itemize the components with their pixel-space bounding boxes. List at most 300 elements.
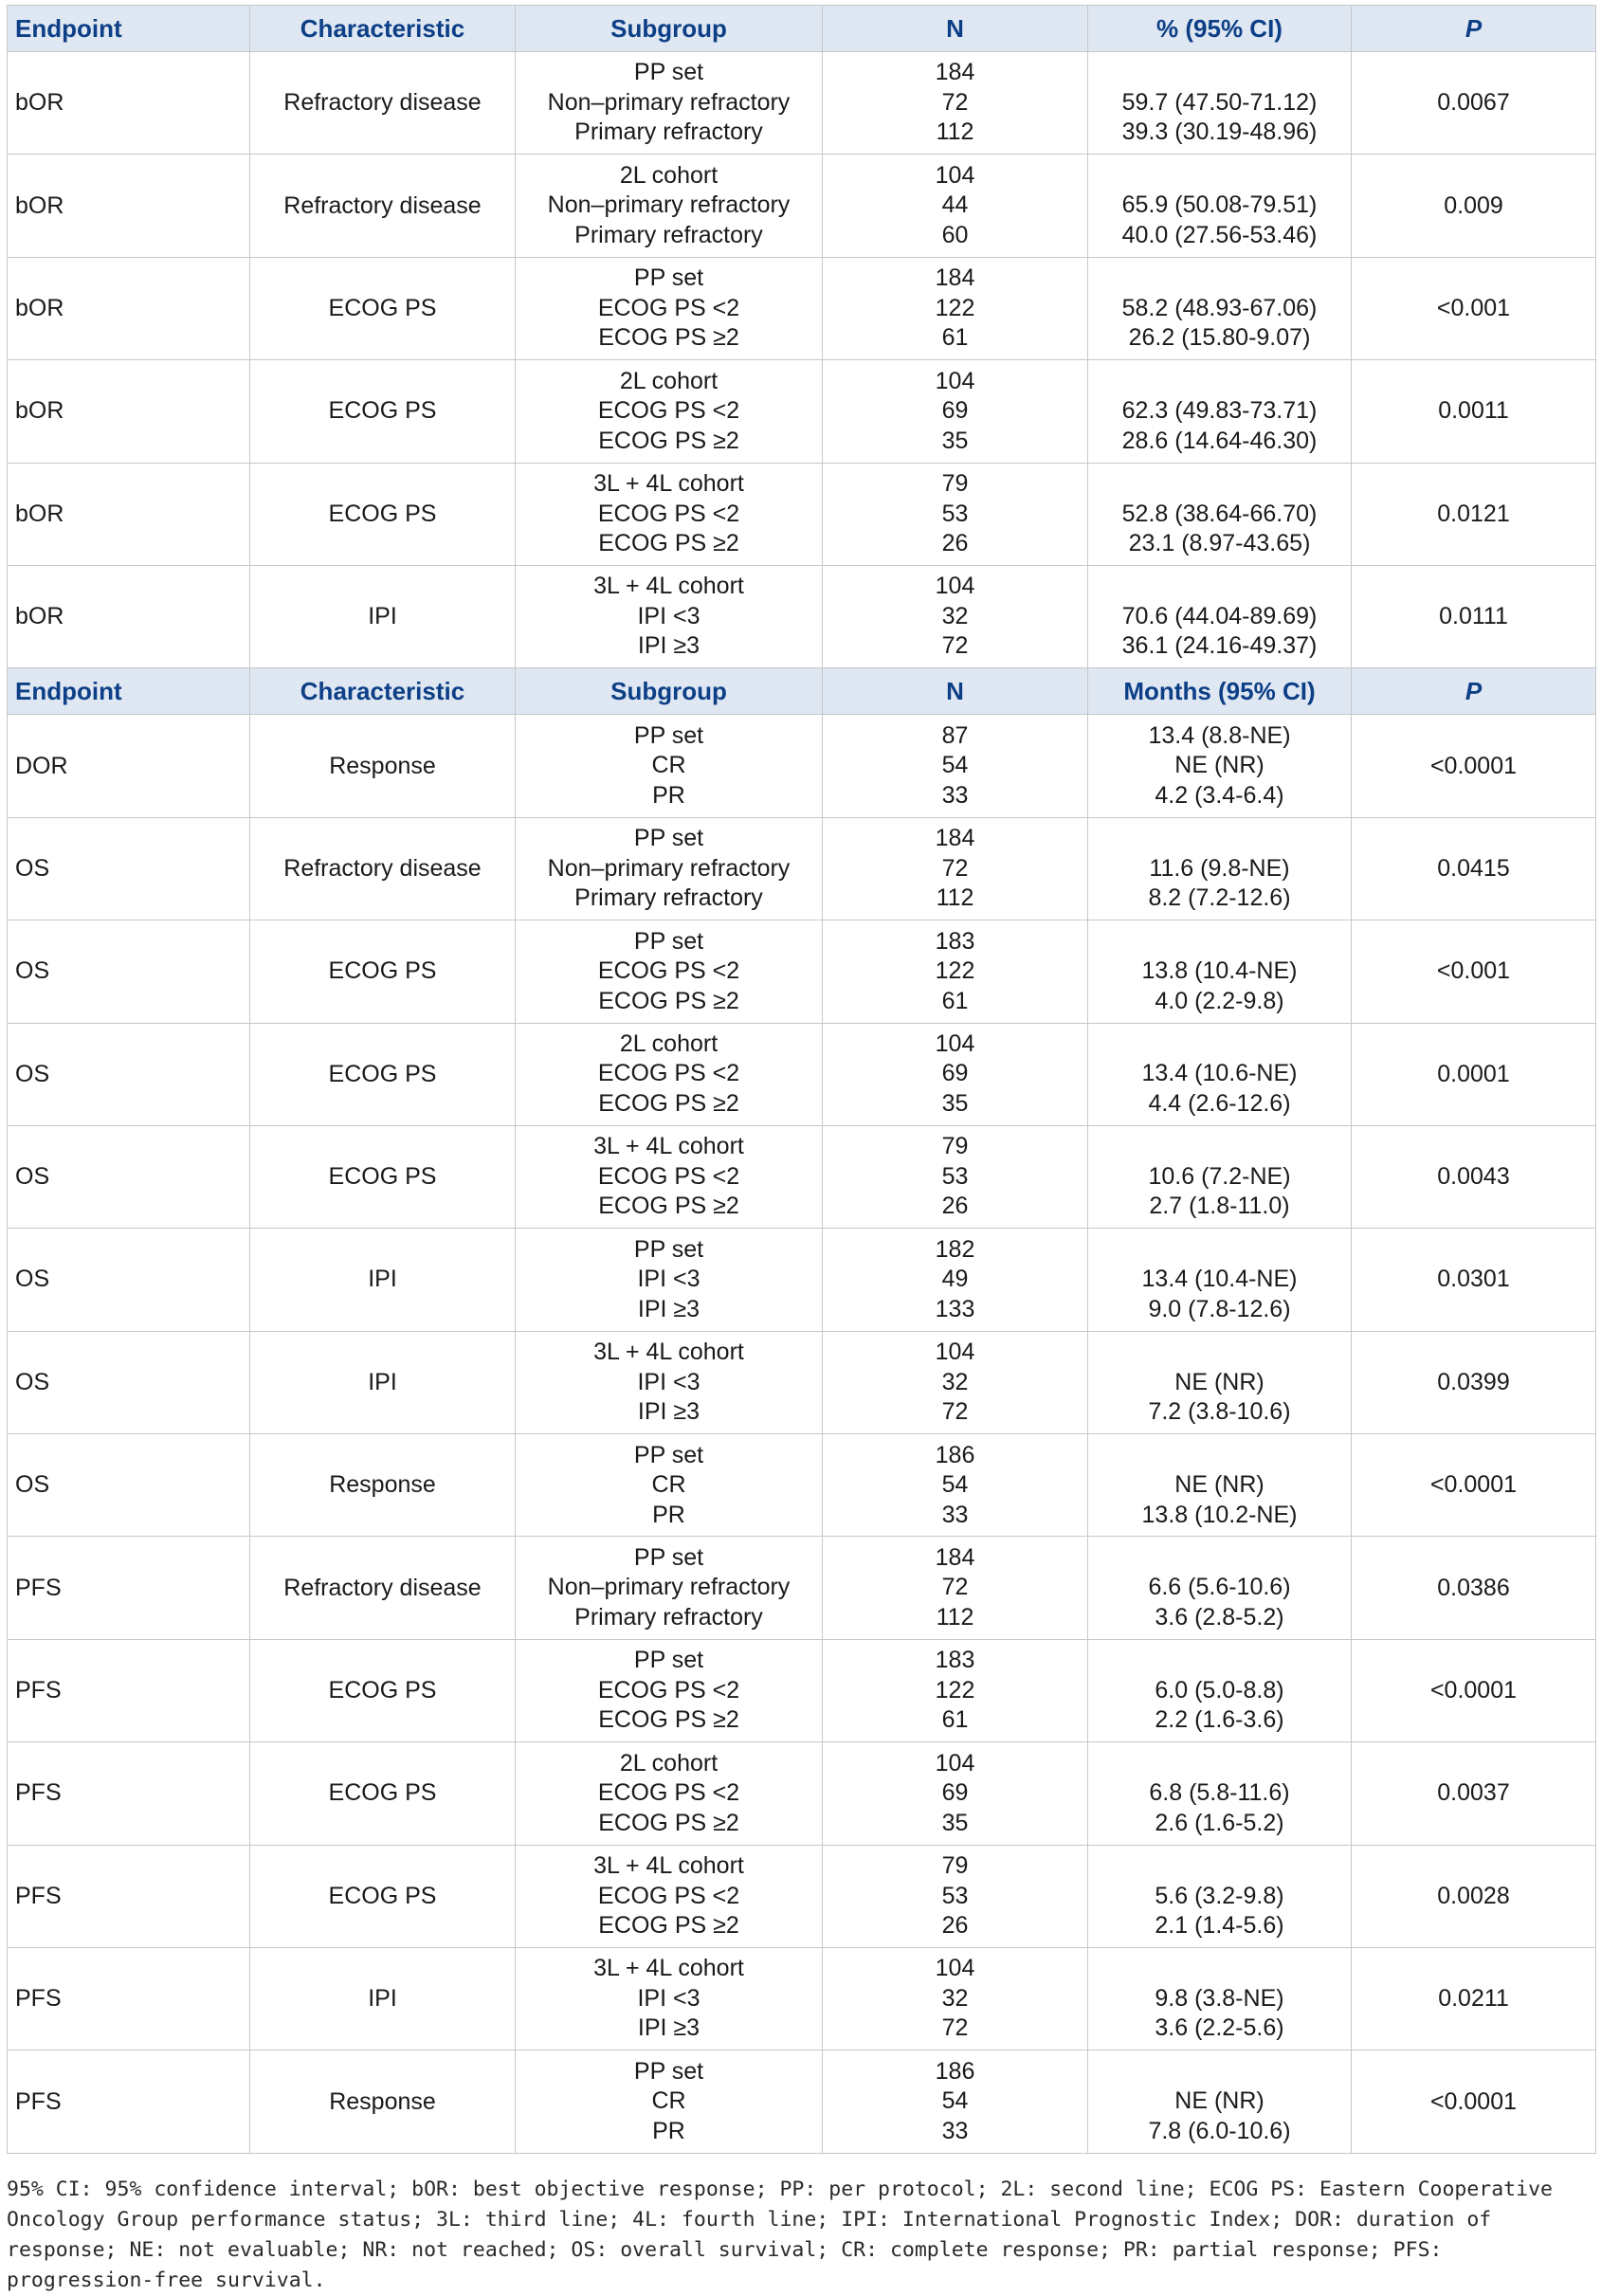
subgroup-line: ECOG PS ≥2 xyxy=(598,1193,739,1220)
endpoint-cell: bOR xyxy=(8,257,250,359)
endpoint-cell: OS xyxy=(8,1023,250,1125)
header-n-2: N xyxy=(823,668,1088,715)
subgroup-cell xyxy=(516,463,823,565)
header-p: P xyxy=(1352,6,1596,52)
p-value-cell: 0.0067 xyxy=(1352,52,1596,155)
estimate-cell xyxy=(1088,817,1352,920)
subgroup-line: Non–primary refractory xyxy=(547,191,791,219)
estimate-value: NE (NR) xyxy=(1174,1471,1264,1499)
subgroup-line: ECOG PS ≥2 xyxy=(598,1089,739,1117)
subgroup-line: PR xyxy=(652,1501,685,1528)
characteristic-cell: Refractory disease xyxy=(250,155,516,257)
n-value: 72 xyxy=(941,1398,969,1426)
n-value: 69 xyxy=(941,397,969,425)
estimate-value: 70.6 (44.04-89.69) xyxy=(1121,602,1318,629)
table-row xyxy=(8,360,1596,463)
p-value-cell: 0.0399 xyxy=(1352,1331,1596,1433)
estimate-value: 7.2 (3.8-10.6) xyxy=(1148,1398,1291,1426)
n-value: 35 xyxy=(941,427,969,454)
subgroup-line: ECOG PS ≥2 xyxy=(598,427,739,454)
table-row xyxy=(8,257,1596,359)
characteristic-cell: ECOG PS xyxy=(250,1639,516,1741)
subgroup-cell xyxy=(516,817,823,920)
endpoint-cell: OS xyxy=(8,1331,250,1433)
estimate-value: 3.6 (2.2-5.6) xyxy=(1155,2014,1284,2042)
characteristic-cell: Response xyxy=(250,2050,516,2153)
estimate-value: 2.7 (1.8-11.0) xyxy=(1149,1193,1290,1220)
p-value-cell: 0.0301 xyxy=(1352,1229,1596,1331)
table-row xyxy=(8,2050,1596,2153)
subgroup-line: ECOG PS ≥2 xyxy=(598,530,739,556)
table-row xyxy=(8,1537,1596,1639)
subgroup-line: PP set xyxy=(633,825,704,852)
header-characteristic: Characteristic xyxy=(250,6,516,52)
n-value: 184 xyxy=(935,1543,975,1571)
subgroup-line: IPI ≥3 xyxy=(637,2014,700,2042)
estimate-value: 2.2 (1.6-3.6) xyxy=(1155,1706,1284,1734)
n-value: 72 xyxy=(941,632,969,660)
subgroup-line: ECOG PS <2 xyxy=(597,957,740,985)
table-row xyxy=(8,715,1596,817)
subgroup-cell xyxy=(516,155,823,257)
n-value: 26 xyxy=(941,1912,969,1940)
subgroup-line: ECOG PS <2 xyxy=(597,1779,740,1807)
subgroup-line: 2L cohort xyxy=(619,1030,719,1057)
subgroup-line: PP set xyxy=(633,59,704,86)
estimate-value: 23.1 (8.97-43.65) xyxy=(1128,530,1311,556)
p-value-cell: 0.0028 xyxy=(1352,1845,1596,1947)
n-value: 33 xyxy=(941,781,969,809)
subgroup-line: ECOG PS ≥2 xyxy=(598,1809,739,1836)
subgroup-line: Non–primary refractory xyxy=(547,88,791,116)
characteristic-cell: IPI xyxy=(250,1331,516,1433)
estimate-value: 6.6 (5.6-10.6) xyxy=(1148,1574,1291,1601)
results-table-container xyxy=(7,5,1595,2154)
n-value: 32 xyxy=(941,1368,969,1395)
n-value: 72 xyxy=(941,2014,969,2042)
estimate-value: 13.4 (8.8-NE) xyxy=(1148,721,1291,749)
header-subgroup: Subgroup xyxy=(516,6,823,52)
endpoint-cell: OS xyxy=(8,1125,250,1228)
subgroup-line: PP set xyxy=(633,927,704,955)
subgroup-line: PP set xyxy=(633,1647,704,1674)
n-value: 33 xyxy=(941,1501,969,1528)
n-value: 104 xyxy=(935,1955,975,1982)
estimate-cell xyxy=(1088,1845,1352,1947)
subgroup-line: Primary refractory xyxy=(574,118,763,146)
n-cell xyxy=(823,1948,1088,2050)
estimate-value: 13.4 (10.4-NE) xyxy=(1141,1266,1298,1293)
endpoint-cell: PFS xyxy=(8,1742,250,1845)
n-value: 54 xyxy=(941,2087,969,2115)
subgroup-line: IPI <3 xyxy=(637,1984,700,2012)
estimate-cell xyxy=(1088,565,1352,667)
table-footnote: 95% CI: 95% confidence interval; bOR: best objective response; PP: per protocol; 2L: second line; ECOG PS: Eastern Cooperative Oncology Group performance status; 3L: third line; 4L: fourth line; IPI: International Prognostic Index; DOR: duration of response; NE: not evaluable; NR: not reached; OS: overall survival; CR: complete response; PR: partial response; PFS: progression-free survival. xyxy=(7,2178,1553,2292)
estimate-value: 6.0 (5.0-8.8) xyxy=(1155,1676,1284,1704)
estimate-cell xyxy=(1088,1331,1352,1433)
n-value: 183 xyxy=(935,927,975,955)
n-value: 112 xyxy=(936,884,974,912)
n-value: 60 xyxy=(941,221,969,248)
estimate-value: NE (NR) xyxy=(1174,1368,1264,1395)
subgroup-line: IPI ≥3 xyxy=(637,1398,700,1426)
p-value-cell: <0.0001 xyxy=(1352,715,1596,817)
estimate-value: 3.6 (2.8-5.2) xyxy=(1155,1603,1284,1631)
subgroup-line: PP set xyxy=(633,2057,704,2085)
n-value: 122 xyxy=(935,1676,975,1704)
subgroup-cell xyxy=(516,1434,823,1537)
n-value: 186 xyxy=(935,1441,975,1468)
subgroup-line: IPI <3 xyxy=(637,602,700,629)
header-p-2: P xyxy=(1352,668,1596,715)
n-value: 32 xyxy=(941,1984,969,2012)
estimate-cell xyxy=(1088,1229,1352,1331)
estimate-value: 4.4 (2.6-12.6) xyxy=(1148,1089,1291,1117)
estimate-value: 36.1 (24.16-49.37) xyxy=(1121,632,1318,660)
estimate-value: 6.8 (5.8-11.6) xyxy=(1149,1779,1290,1807)
n-value: 104 xyxy=(935,161,975,189)
p-value-cell: 0.0386 xyxy=(1352,1537,1596,1639)
estimate-cell xyxy=(1088,1537,1352,1639)
subgroup-line: Primary refractory xyxy=(574,884,763,912)
n-cell xyxy=(823,817,1088,920)
estimate-value: 10.6 (7.2-NE) xyxy=(1148,1162,1291,1190)
header-endpoint-2: Endpoint xyxy=(8,668,250,715)
n-cell xyxy=(823,1023,1088,1125)
characteristic-cell: ECOG PS xyxy=(250,1023,516,1125)
n-value: 33 xyxy=(941,2117,969,2144)
subgroup-line: ECOG PS ≥2 xyxy=(598,1706,739,1734)
subgroup-line: 3L + 4L cohort xyxy=(593,470,744,497)
characteristic-cell: Response xyxy=(250,1434,516,1537)
table-row xyxy=(8,1434,1596,1537)
subgroup-line: PR xyxy=(652,2117,685,2144)
n-value: 182 xyxy=(935,1235,975,1263)
table-row xyxy=(8,1639,1596,1741)
n-value: 69 xyxy=(941,1060,969,1087)
subgroup-line: 3L + 4L cohort xyxy=(593,1339,744,1366)
n-value: 184 xyxy=(935,825,975,852)
characteristic-cell: IPI xyxy=(250,1229,516,1331)
table-row xyxy=(8,1948,1596,2050)
n-cell xyxy=(823,1331,1088,1433)
subgroup-line: ECOG PS <2 xyxy=(597,294,740,321)
n-cell xyxy=(823,463,1088,565)
table-row xyxy=(8,1229,1596,1331)
header-months-ci: Months (95% CI) xyxy=(1088,668,1352,715)
estimate-cell xyxy=(1088,1125,1352,1228)
table-body xyxy=(8,52,1596,2154)
table-row xyxy=(8,920,1596,1023)
characteristic-cell: Refractory disease xyxy=(250,817,516,920)
n-cell xyxy=(823,360,1088,463)
n-value: 72 xyxy=(941,854,969,882)
p-value-cell: 0.0211 xyxy=(1352,1948,1596,2050)
n-value: 32 xyxy=(941,602,969,629)
subgroup-line: ECOG PS <2 xyxy=(597,1676,740,1704)
subgroup-line: 2L cohort xyxy=(619,367,719,394)
header-row-months xyxy=(8,668,1596,715)
n-value: 26 xyxy=(941,1193,969,1220)
estimate-value: 58.2 (48.93-67.06) xyxy=(1121,294,1318,321)
subgroup-cell xyxy=(516,52,823,155)
n-value: 54 xyxy=(941,1471,969,1499)
p-value-cell: <0.001 xyxy=(1352,920,1596,1023)
p-value-cell: 0.0043 xyxy=(1352,1125,1596,1228)
table-row xyxy=(8,155,1596,257)
subgroup-line: Non–primary refractory xyxy=(547,854,791,882)
endpoint-cell: OS xyxy=(8,817,250,920)
n-value: 26 xyxy=(941,530,969,556)
subgroup-line: ECOG PS <2 xyxy=(597,1060,740,1087)
n-value: 104 xyxy=(935,1749,975,1777)
subgroup-line: PP set xyxy=(633,1543,704,1571)
subgroup-cell xyxy=(516,360,823,463)
endpoint-cell: OS xyxy=(8,1229,250,1331)
n-value: 186 xyxy=(935,2057,975,2085)
n-cell xyxy=(823,257,1088,359)
estimate-cell xyxy=(1088,2050,1352,2153)
subgroup-line: PP set xyxy=(633,1441,704,1468)
estimate-value: 4.0 (2.2-9.8) xyxy=(1155,987,1284,1014)
estimate-value: 9.0 (7.8-12.6) xyxy=(1148,1295,1291,1322)
subgroup-cell xyxy=(516,920,823,1023)
n-value: 53 xyxy=(941,1162,969,1190)
n-cell xyxy=(823,52,1088,155)
n-cell xyxy=(823,1845,1088,1947)
n-value: 72 xyxy=(941,1574,969,1601)
n-value: 69 xyxy=(941,1779,969,1807)
subgroup-cell xyxy=(516,1125,823,1228)
estimate-cell xyxy=(1088,257,1352,359)
characteristic-cell: IPI xyxy=(250,1948,516,2050)
subgroup-line: ECOG PS <2 xyxy=(597,397,740,425)
subgroup-line: CR xyxy=(651,2087,686,2115)
endpoint-cell: PFS xyxy=(8,1537,250,1639)
subgroup-line: 2L cohort xyxy=(619,1749,719,1777)
header-percent-ci: % (95% CI) xyxy=(1088,6,1352,52)
characteristic-cell: ECOG PS xyxy=(250,920,516,1023)
n-value: 61 xyxy=(941,987,969,1014)
subgroup-line: 3L + 4L cohort xyxy=(593,573,744,600)
n-value: 184 xyxy=(935,59,975,86)
subgroup-line: ECOG PS <2 xyxy=(597,500,740,527)
header-endpoint: Endpoint xyxy=(8,6,250,52)
estimate-value: 40.0 (27.56-53.46) xyxy=(1121,221,1318,248)
subgroup-results-table xyxy=(7,5,1596,2154)
subgroup-line: 3L + 4L cohort xyxy=(593,1852,744,1880)
estimate-value: 13.4 (10.6-NE) xyxy=(1141,1060,1298,1087)
characteristic-cell: Refractory disease xyxy=(250,52,516,155)
characteristic-cell: ECOG PS xyxy=(250,360,516,463)
n-value: 133 xyxy=(935,1295,975,1322)
n-cell xyxy=(823,715,1088,817)
p-value-cell: 0.009 xyxy=(1352,155,1596,257)
n-cell xyxy=(823,1537,1088,1639)
estimate-cell xyxy=(1088,1742,1352,1845)
n-value: 87 xyxy=(941,721,969,749)
estimate-value: 7.8 (6.0-10.6) xyxy=(1148,2117,1291,2144)
estimate-value: 2.1 (1.4-5.6) xyxy=(1155,1912,1284,1940)
n-value: 49 xyxy=(941,1266,969,1293)
subgroup-line: IPI ≥3 xyxy=(637,1295,700,1322)
n-value: 79 xyxy=(941,1852,969,1880)
estimate-cell xyxy=(1088,1023,1352,1125)
estimate-value: 8.2 (7.2-12.6) xyxy=(1148,884,1291,912)
table-row xyxy=(8,1331,1596,1433)
p-value-cell: <0.0001 xyxy=(1352,1639,1596,1741)
estimate-value: 26.2 (15.80-9.07) xyxy=(1128,324,1311,352)
subgroup-line: CR xyxy=(651,1471,686,1499)
subgroup-line: PR xyxy=(652,781,685,809)
n-value: 35 xyxy=(941,1809,969,1836)
subgroup-line: ECOG PS ≥2 xyxy=(598,324,739,352)
characteristic-cell: ECOG PS xyxy=(250,463,516,565)
subgroup-line: ECOG PS ≥2 xyxy=(598,987,739,1014)
endpoint-cell: bOR xyxy=(8,463,250,565)
estimate-cell xyxy=(1088,155,1352,257)
subgroup-line: ECOG PS <2 xyxy=(597,1162,740,1190)
estimate-value: NE (NR) xyxy=(1174,2087,1264,2115)
subgroup-line: 3L + 4L cohort xyxy=(593,1955,744,1982)
n-value: 184 xyxy=(935,264,975,292)
p-value-cell: 0.0121 xyxy=(1352,463,1596,565)
estimate-cell xyxy=(1088,463,1352,565)
endpoint-cell: bOR xyxy=(8,52,250,155)
n-value: 61 xyxy=(941,1706,969,1734)
subgroup-cell xyxy=(516,565,823,667)
subgroup-cell xyxy=(516,1331,823,1433)
subgroup-line: CR xyxy=(651,752,686,779)
endpoint-cell: PFS xyxy=(8,1845,250,1947)
p-value-cell: <0.0001 xyxy=(1352,1434,1596,1537)
n-value: 54 xyxy=(941,752,969,779)
characteristic-cell: IPI xyxy=(250,565,516,667)
header-subgroup-2: Subgroup xyxy=(516,668,823,715)
p-value-cell: 0.0037 xyxy=(1352,1742,1596,1845)
estimate-value: 52.8 (38.64-66.70) xyxy=(1121,500,1318,527)
subgroup-cell xyxy=(516,1023,823,1125)
subgroup-cell xyxy=(516,1948,823,2050)
p-value-cell: 0.0415 xyxy=(1352,817,1596,920)
subgroup-line: Primary refractory xyxy=(574,221,763,248)
n-value: 44 xyxy=(941,191,969,219)
table-row xyxy=(8,817,1596,920)
n-value: 183 xyxy=(935,1647,975,1674)
subgroup-cell xyxy=(516,715,823,817)
n-cell xyxy=(823,1125,1088,1228)
p-value-cell: 0.0011 xyxy=(1352,360,1596,463)
p-value-cell: 0.0111 xyxy=(1352,565,1596,667)
n-value: 79 xyxy=(941,1133,969,1160)
characteristic-cell: ECOG PS xyxy=(250,257,516,359)
estimate-cell xyxy=(1088,715,1352,817)
n-value: 112 xyxy=(936,118,974,146)
characteristic-cell: Refractory disease xyxy=(250,1537,516,1639)
table-row xyxy=(8,565,1596,667)
p-value-cell: <0.0001 xyxy=(1352,2050,1596,2153)
n-value: 53 xyxy=(941,500,969,527)
table-row xyxy=(8,1742,1596,1845)
estimate-value: 62.3 (49.83-73.71) xyxy=(1121,397,1318,425)
subgroup-line: PP set xyxy=(633,1235,704,1263)
subgroup-line: Non–primary refractory xyxy=(547,1574,791,1601)
n-cell xyxy=(823,155,1088,257)
subgroup-cell xyxy=(516,1845,823,1947)
p-value-cell: 0.0001 xyxy=(1352,1023,1596,1125)
table-row xyxy=(8,463,1596,565)
n-value: 72 xyxy=(941,88,969,116)
n-cell xyxy=(823,2050,1088,2153)
endpoint-cell: PFS xyxy=(8,1639,250,1741)
n-value: 35 xyxy=(941,1089,969,1117)
subgroup-cell xyxy=(516,1742,823,1845)
subgroup-line: PP set xyxy=(633,721,704,749)
estimate-value: 5.6 (3.2-9.8) xyxy=(1155,1882,1284,1909)
n-value: 53 xyxy=(941,1882,969,1909)
endpoint-cell: PFS xyxy=(8,2050,250,2153)
estimate-value: 11.6 (9.8-NE) xyxy=(1149,854,1290,882)
subgroup-cell xyxy=(516,1639,823,1741)
n-cell xyxy=(823,1229,1088,1331)
characteristic-cell: ECOG PS xyxy=(250,1742,516,1845)
n-value: 104 xyxy=(935,1339,975,1366)
n-value: 79 xyxy=(941,470,969,497)
estimate-value: 9.8 (3.8-NE) xyxy=(1155,1984,1284,2012)
header-n: N xyxy=(823,6,1088,52)
estimate-cell xyxy=(1088,1948,1352,2050)
characteristic-cell: ECOG PS xyxy=(250,1125,516,1228)
endpoint-cell: bOR xyxy=(8,155,250,257)
n-cell xyxy=(823,1639,1088,1741)
characteristic-cell: ECOG PS xyxy=(250,1845,516,1947)
estimate-value: NE (NR) xyxy=(1174,752,1264,779)
subgroup-line: IPI <3 xyxy=(637,1266,700,1293)
subgroup-line: 3L + 4L cohort xyxy=(593,1133,744,1160)
subgroup-cell xyxy=(516,1229,823,1331)
estimate-value: 28.6 (14.64-46.30) xyxy=(1121,427,1318,454)
endpoint-cell: DOR xyxy=(8,715,250,817)
endpoint-cell: OS xyxy=(8,1434,250,1537)
n-value: 122 xyxy=(935,957,975,985)
estimate-value: 39.3 (30.19-48.96) xyxy=(1121,118,1318,146)
estimate-value: 2.6 (1.6-5.2) xyxy=(1155,1809,1284,1836)
n-value: 104 xyxy=(935,367,975,394)
endpoint-cell: OS xyxy=(8,920,250,1023)
table-row xyxy=(8,1125,1596,1228)
estimate-cell xyxy=(1088,1639,1352,1741)
estimate-cell xyxy=(1088,52,1352,155)
n-cell xyxy=(823,565,1088,667)
subgroup-line: Primary refractory xyxy=(574,1603,763,1631)
estimate-value: 13.8 (10.4-NE) xyxy=(1141,957,1298,985)
endpoint-cell: PFS xyxy=(8,1948,250,2050)
endpoint-cell: bOR xyxy=(8,360,250,463)
estimate-value: 59.7 (47.50-71.12) xyxy=(1121,88,1318,116)
subgroup-line: PP set xyxy=(633,264,704,292)
subgroup-line: ECOG PS ≥2 xyxy=(598,1912,739,1940)
estimate-cell xyxy=(1088,920,1352,1023)
p-value-cell: <0.001 xyxy=(1352,257,1596,359)
estimate-value: 65.9 (50.08-79.51) xyxy=(1121,191,1318,219)
header-characteristic-2: Characteristic xyxy=(250,668,516,715)
n-value: 61 xyxy=(941,324,969,352)
estimate-cell xyxy=(1088,1434,1352,1537)
estimate-cell xyxy=(1088,360,1352,463)
subgroup-line: 2L cohort xyxy=(619,161,719,189)
n-value: 104 xyxy=(935,573,975,600)
n-value: 112 xyxy=(936,1603,974,1631)
